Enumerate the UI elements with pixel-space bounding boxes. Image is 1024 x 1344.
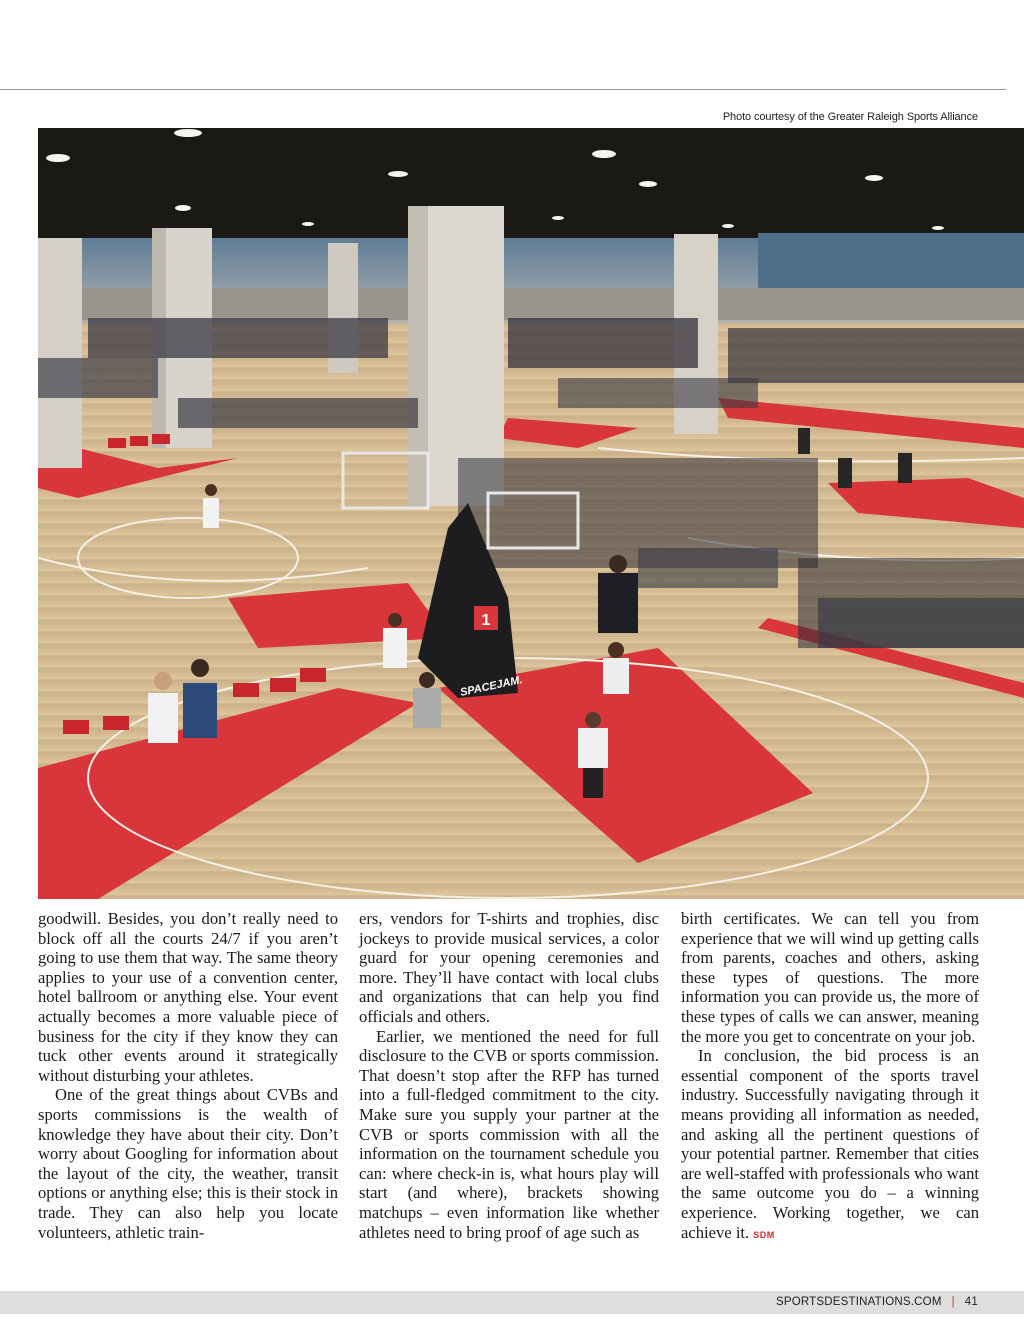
basketball-courts-photo [38, 128, 1024, 899]
footer-separator: | [951, 1296, 955, 1308]
paragraph: ers, vendors for T-shirts and trophies, disc jockeys to provide musical services, a color guard for your opening ceremonies and more. They’ll have contact with local clubs and organizations that can help you find officials and others. [359, 909, 659, 1026]
article-column-3 [681, 909, 979, 1245]
paragraph: birth certificates. We can tell you from experience that we will wind up getting calls from parents, coaches and others, asking these types of questions. The more information you can provide us, the more of these types of calls we can answer, meaning the more you get to concentrate on your job. [681, 909, 979, 1046]
paragraph-final-text: In conclusion, the bid process is an essential component of the sports travel industry. Successfully navigating through it means providing all information as needed, and asking all the pertinent questions of your potential partner. Remember that cities are well-staffed with professionals who want the same outcome you do – a winning experience. Working together, we can achieve it. [681, 1046, 979, 1242]
paragraph: Earlier, we mentioned the need for full disclosure to the CVB or sports commission. That doesn’t stop after the RFP has turned into a full-fledged commitment to the city. Make sure you supply your partner at the CVB or sports commission with all the information on the tournament schedule you can: where check-in is, what hours play will start (and where), brackets showing matchups – even information like whether athletes need to bring proof of age such as [359, 1026, 659, 1242]
page-footer [776, 1296, 978, 1308]
paragraph: One of the great things about CVBs and sports commissions is the wealth of knowledge they have about their city. Don’t worry about Googling for information about the layout of the city, the weather, transit options or anything else; this is their stock in trade. They can also help you locate volunteers, athletic train- [38, 1085, 338, 1242]
article-column-1 [38, 909, 338, 1242]
end-mark-logo: SDM [753, 1229, 775, 1240]
paragraph-final [681, 1046, 979, 1245]
footer-site-link[interactable]: SPORTSDESTINATIONS.COM [775, 1296, 942, 1308]
court-number: 1 [481, 612, 491, 629]
photo-illustration [38, 128, 1024, 899]
ceiling [38, 128, 1024, 243]
top-rule [0, 89, 1006, 90]
hoop-brand-label: SPACEJAM. [459, 674, 524, 699]
paragraph: goodwill. Besides, you don’t really need to block off all the courts 24/7 if you aren’t going to use them that way. The same theory applies to your use of a convention center, hotel ballroom or anything else. Your event actually becomes a more valuable piece of business for the city if they know they can tuck other events around it strategically without disturbing your athletes. [38, 909, 338, 1085]
article-column-2 [359, 909, 659, 1242]
photo-credit: Photo courtesy of the Greater Raleigh Sports Alliance [722, 111, 978, 123]
page-number: 41 [964, 1296, 978, 1308]
